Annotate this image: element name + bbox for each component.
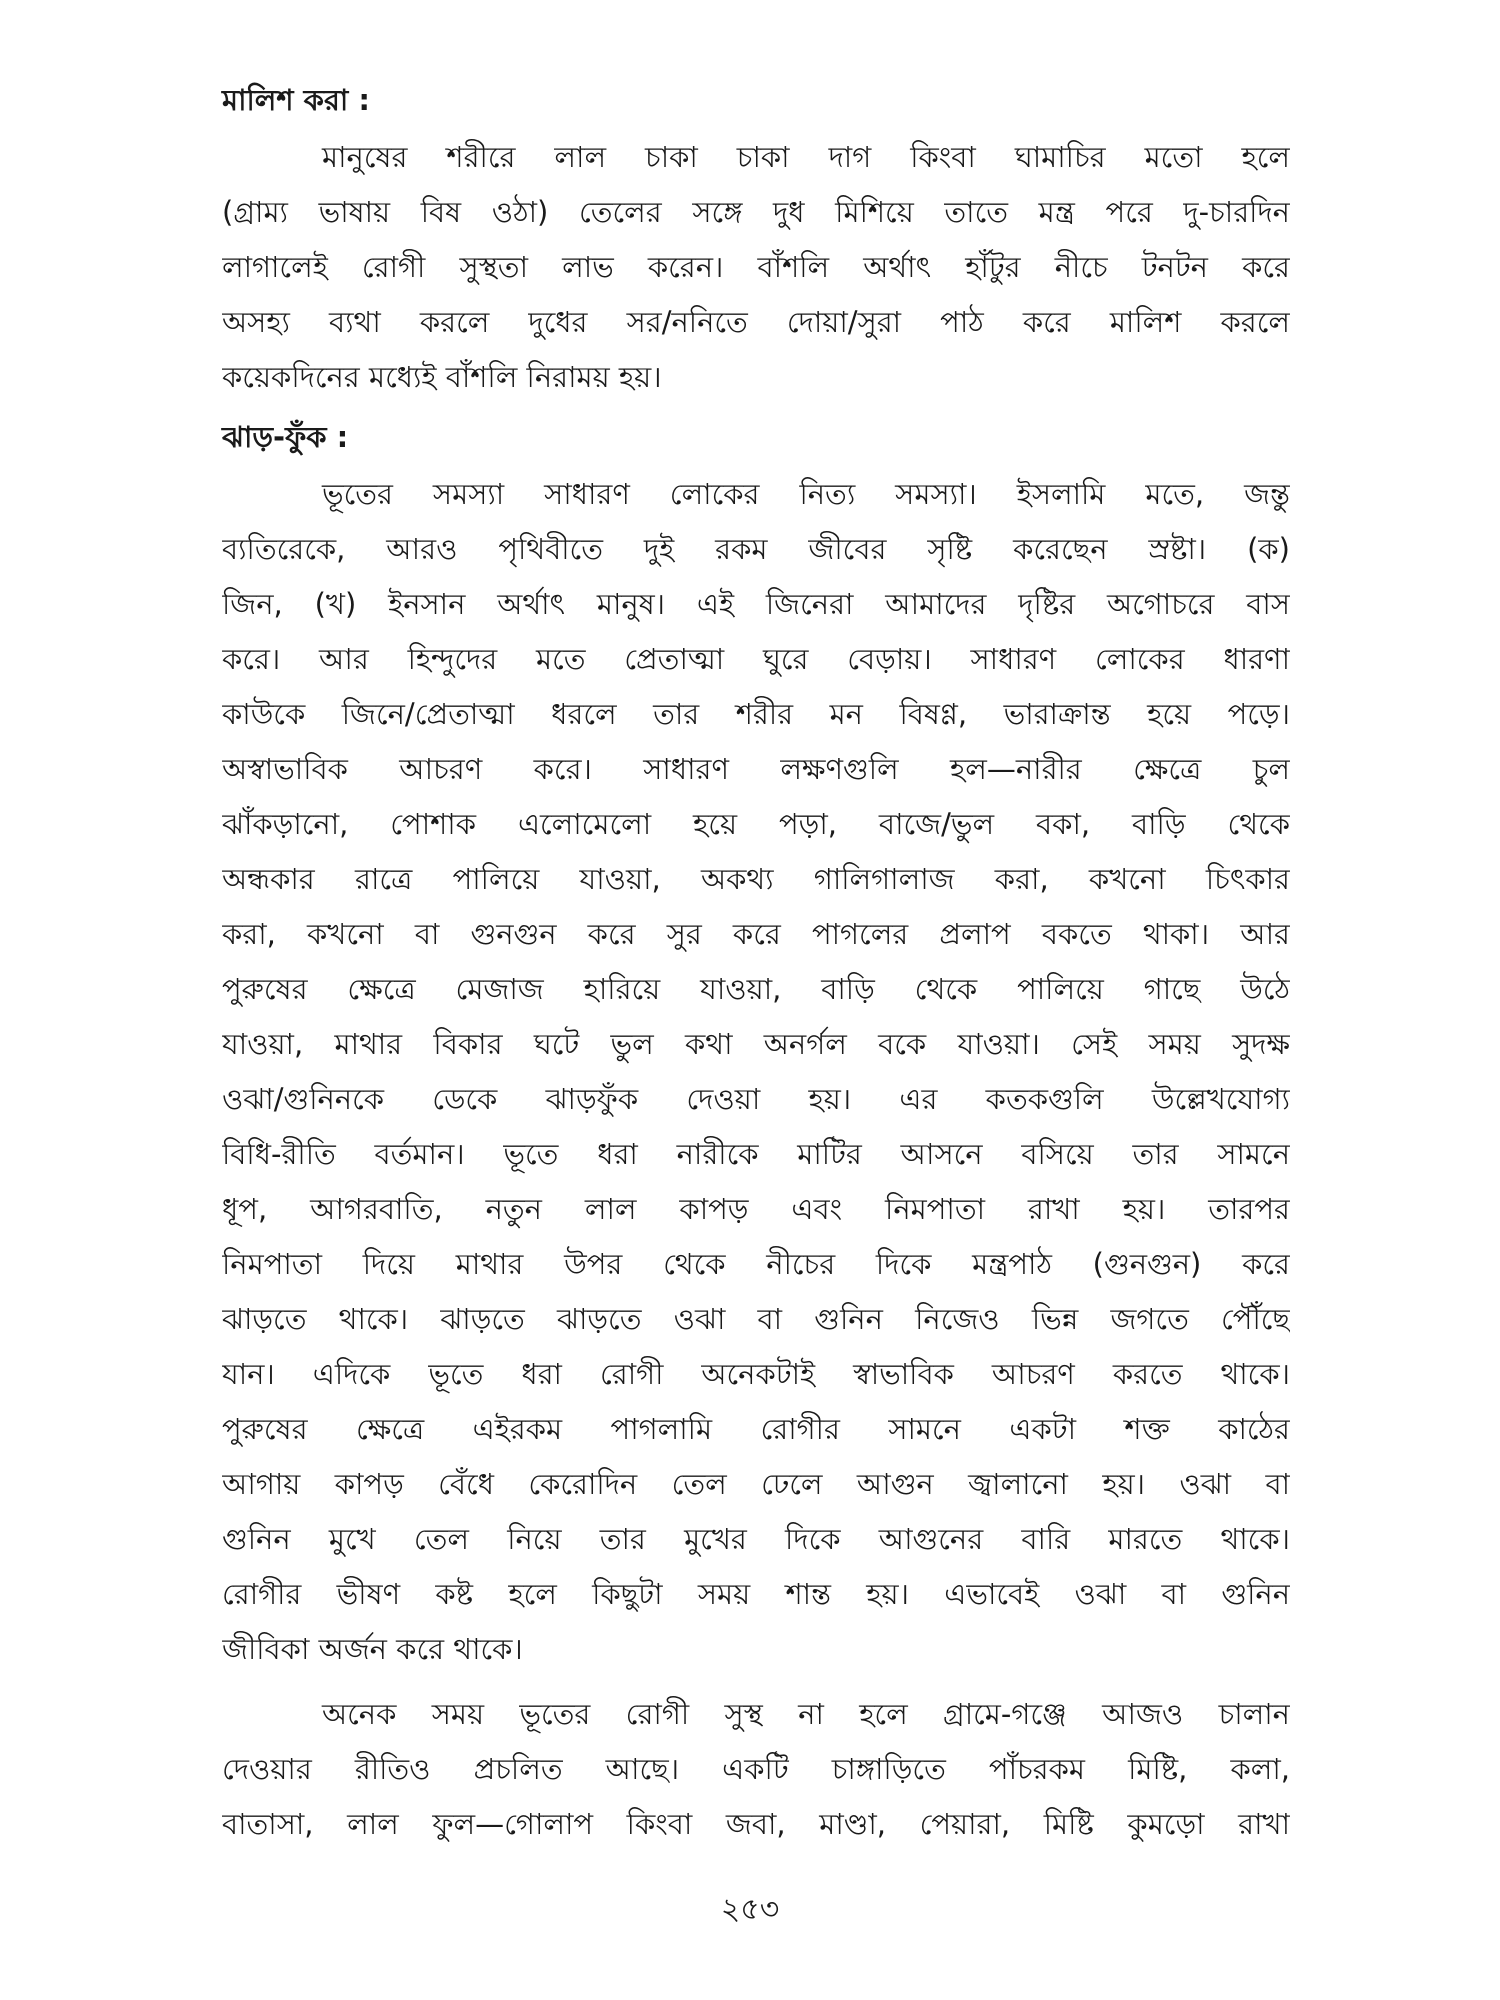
paragraph: [222, 1687, 1290, 1852]
text-line: অসহ্য ব্যথা করলে দুধের সর/ননিতে দোয়া/সুরা পাঠ করে মালিশ করলে: [222, 305, 1290, 339]
text-line: রোগীর ভীষণ কষ্ট হলে কিছুটা সময় শান্ত হয়। এভাবেই ওঝা বা গুনিন: [222, 1577, 1290, 1611]
text-line: ব্যতিরেকে, আরও পৃথিবীতে দুই রকম জীবের সৃষ্টি করেছেন স্রষ্টা। (ক): [222, 532, 1290, 566]
text-line: জিন, (খ) ইনসান অর্থাৎ মানুষ। এই জিনেরা আমাদের দৃষ্টির অগোচরে বাস: [222, 587, 1290, 621]
text-line: করে। আর হিন্দুদের মতে প্রেতাত্মা ঘুরে বেড়ায়। সাধারণ লোকের ধারণা: [222, 642, 1290, 676]
text-line: কয়েকদিনের মধ্যেই বাঁশলি নিরাময় হয়।: [222, 360, 662, 394]
page-body: [222, 78, 1290, 1862]
section-massage: [222, 78, 1290, 405]
paragraph: [222, 130, 1290, 405]
text-line: জীবিকা অর্জন করে থাকে।: [222, 1632, 523, 1666]
text-line: কাউকে জিনে/প্রেতাত্মা ধরলে তার শরীর মন বিষণ্ণ, ভারাক্রান্ত হয়ে পড়ে।: [222, 697, 1290, 731]
text-line: অনেক সময় ভূতের রোগী সুস্থ না হলে গ্রামে-গঞ্জে আজও চালান: [322, 1697, 1290, 1731]
text-line: অস্বাভাবিক আচরণ করে। সাধারণ লক্ষণগুলি হল—নারীর ক্ষেত্রে চুল: [222, 752, 1290, 786]
section-heading-exorcism: ঝাড়-ফুঁক :: [222, 420, 349, 454]
text-line: বিধি-রীতি বর্তমান। ভূতে ধরা নারীকে মাটির আসনে বসিয়ে তার সামনে: [222, 1137, 1290, 1171]
text-line: ঝাঁকড়ানো, পোশাক এলোমেলো হয়ে পড়া, বাজে/ভুল বকা, বাড়ি থেকে: [222, 807, 1290, 841]
text-line: আগায় কাপড় বেঁধে কেরোদিন তেল ঢেলে আগুন জ্বালানো হয়। ওঝা বা: [222, 1467, 1290, 1501]
text-line: ধূপ, আগরবাতি, নতুন লাল কাপড় এবং নিমপাতা রাখা হয়। তারপর: [222, 1192, 1290, 1226]
text-line: নিমপাতা দিয়ে মাথার উপর থেকে নীচের দিকে মন্ত্রপাঠ (গুনগুন) করে: [222, 1247, 1290, 1281]
page-number: ২৫৩: [720, 1892, 780, 1927]
paragraph: [222, 467, 1290, 1677]
text-line: পুরুষের ক্ষেত্রে মেজাজ হারিয়ে যাওয়া, বাড়ি থেকে পালিয়ে গাছে উঠে: [222, 972, 1290, 1006]
section-heading-massage: মালিশ করা :: [222, 83, 371, 117]
text-line: করা, কখনো বা গুনগুন করে সুর করে পাগলের প্রলাপ বকতে থাকা। আর: [222, 917, 1290, 951]
text-line: লাগালেই রোগী সুস্থতা লাভ করেন। বাঁশলি অর্থাৎ হাঁটুর নীচে টনটন করে: [222, 250, 1290, 284]
text-line: যান। এদিকে ভূতে ধরা রোগী অনেকটাই স্বাভাবিক আচরণ করতে থাকে।: [222, 1357, 1290, 1391]
text-line: মানুষের শরীরে লাল চাকা চাকা দাগ কিংবা ঘামাচির মতো হলে: [322, 140, 1290, 174]
text-line: বাতাসা, লাল ফুল—গোলাপ কিংবা জবা, মাণ্ডা, পেয়ারা, মিষ্টি কুমড়ো রাখা: [222, 1807, 1290, 1841]
text-line: ভূতের সমস্যা সাধারণ লোকের নিত্য সমস্যা। ইসলামি মতে, জন্তু: [322, 477, 1290, 511]
text-line: গুনিন মুখে তেল নিয়ে তার মুখের দিকে আগুনের বারি মারতে থাকে।: [222, 1522, 1290, 1556]
text-line: পুরুষের ক্ষেত্রে এইরকম পাগলামি রোগীর সামনে একটা শক্ত কাঠের: [222, 1412, 1290, 1446]
text-line: ওঝা/গুনিনকে ডেকে ঝাড়ফুঁক দেওয়া হয়। এর কতকগুলি উল্লেখযোগ্য: [222, 1082, 1290, 1116]
section-exorcism: [222, 415, 1290, 1852]
text-line: (গ্রাম্য ভাষায় বিষ ওঠা) তেলের সঙ্গে দুধ মিশিয়ে তাতে মন্ত্র পরে দু-চারদিন: [222, 195, 1290, 229]
text-line: অন্ধকার রাত্রে পালিয়ে যাওয়া, অকথ্য গালিগালাজ করা, কখনো চিৎকার: [222, 862, 1290, 896]
text-line: ঝাড়তে থাকে। ঝাড়তে ঝাড়তে ওঝা বা গুনিন নিজেও ভিন্ন জগতে পৌঁছে: [222, 1302, 1290, 1336]
text-line: দেওয়ার রীতিও প্রচলিত আছে। একটি চাঙ্গাড়িতে পাঁচরকম মিষ্টি, কলা,: [222, 1752, 1290, 1786]
text-line: যাওয়া, মাথার বিকার ঘটে ভুল কথা অনর্গল বকে যাওয়া। সেই সময় সুদক্ষ: [222, 1027, 1290, 1061]
